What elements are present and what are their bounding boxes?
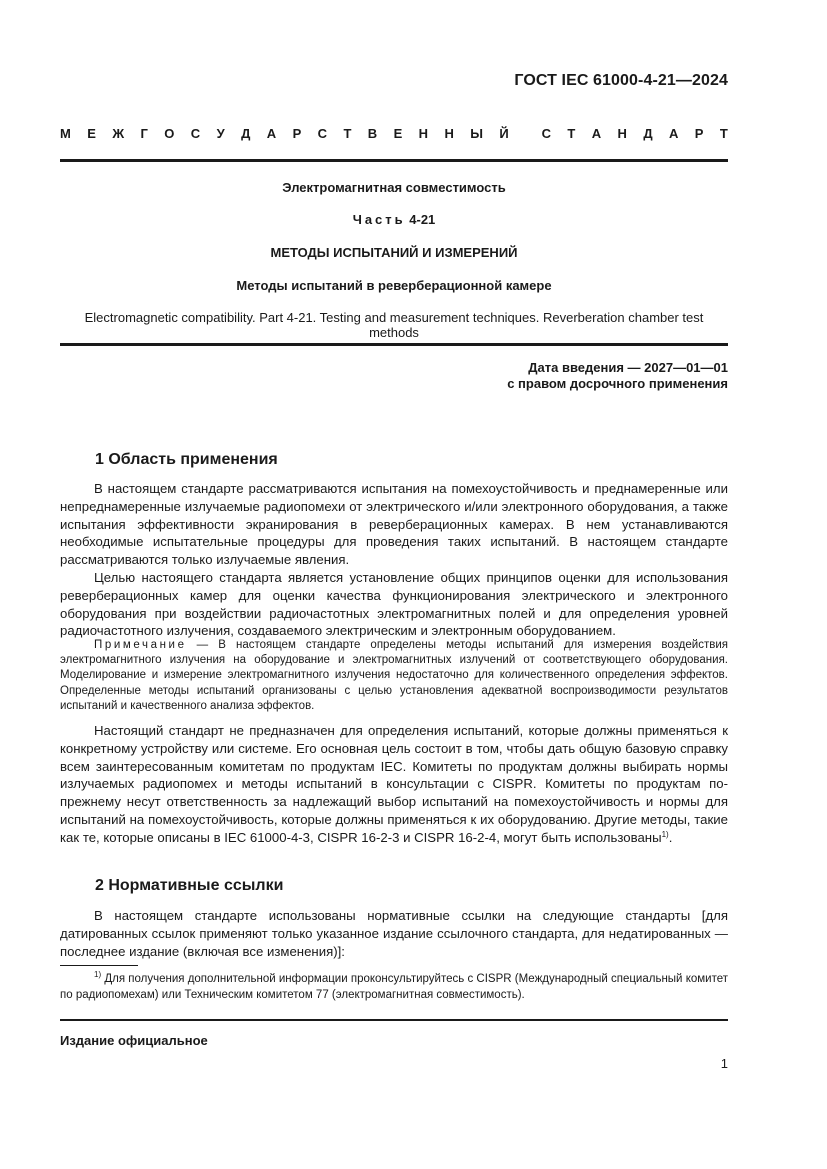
standard-type-letter: Г bbox=[140, 126, 148, 141]
section-1-note bbox=[60, 638, 728, 714]
standard-type-heading bbox=[60, 126, 728, 141]
standard-type-letter: С bbox=[190, 126, 201, 141]
section-1-para-3 bbox=[60, 722, 728, 847]
section-2-para-1: В настоящем стандарте использованы нормативные ссылки на следующие стандарты [для датированных ссылок применяют только указанное издание ссылочного стандарта, для недатированных — последнее издание (включая все изменения)]: bbox=[60, 908, 728, 959]
document-number: ГОСТ IEC 61000-4-21—2024 bbox=[514, 72, 728, 89]
standard-type-letter: Н bbox=[617, 126, 627, 141]
introduction-date: Дата введения — 2027—01—01 bbox=[528, 360, 728, 375]
part-number: 4-21 bbox=[409, 212, 436, 227]
standard-type-letter: Т bbox=[343, 126, 352, 141]
standard-type-letter: А bbox=[591, 126, 602, 141]
standard-type-letter: У bbox=[216, 126, 225, 141]
footer-divider bbox=[60, 1019, 728, 1021]
section-2-paragraphs bbox=[60, 907, 728, 960]
standard-type-letter: С bbox=[541, 126, 551, 141]
section-1-para-2: Целью настоящего стандарта является установление общих принципов оценки для использования реверберационных камер для оценки качества функционирования электрического и электронного оборудования при воздействии радиочастотных электромагнитных полей и для определения уровней радиочастотного излучения, создаваемого электрическим и электронным оборудованием. bbox=[60, 569, 728, 639]
standard-type-letter: Й bbox=[499, 126, 509, 141]
section-1-heading: 1 Область применения bbox=[95, 451, 278, 468]
title-main: МЕТОДЫ ИСПЫТАНИЙ И ИЗМЕРЕНИЙ bbox=[270, 245, 518, 260]
section-1-para-3-text: Настоящий стандарт не предназначен для определения испытаний, которые должны применяться к конкретному устройству или системе. Его основная цель состоит в том, чтобы дать общую базовую справку всем заинтересованным комитетам по продуктам IEC. Комитеты по продуктам должны выбирать нормы излучаемых радиопомех и методы испытаний в консультации с CISPR. Комитеты по продуктам по-прежнему несут ответственность за надлежащий выбор испытаний на помехоустойчивость и нормы для испытаний на помехоустойчивость, которые должны применяться к их оборудованию. Другие методы, такие как те, которые описаны в IEC 61000-4-3, CISPR 16-2-3 и CISPR 16-2-4, могут быть использованы bbox=[60, 723, 728, 845]
standard-type-letter: Д bbox=[643, 126, 653, 141]
footnote-reference[interactable]: 1) bbox=[661, 829, 669, 839]
footnote-divider bbox=[60, 965, 138, 966]
standard-type-letter: В bbox=[367, 126, 378, 141]
standard-type-letter: А bbox=[668, 126, 679, 141]
title-sub: Методы испытаний в реверберационной камере bbox=[236, 278, 552, 293]
section-2-heading: 2 Нормативные ссылки bbox=[95, 877, 284, 894]
standard-type-letter: Е bbox=[87, 126, 96, 141]
standard-type-letter: Т bbox=[719, 126, 728, 141]
part-word: Часть bbox=[352, 212, 406, 227]
standard-type-letter: Н bbox=[444, 126, 454, 141]
standard-type-letter: О bbox=[164, 126, 175, 141]
standard-type-letter: Т bbox=[567, 126, 576, 141]
title-divider bbox=[60, 343, 728, 346]
standard-type-letter: Ы bbox=[470, 126, 483, 141]
title-part bbox=[60, 212, 728, 227]
footnote-mark: 1) bbox=[94, 970, 102, 979]
standard-type-letter: А bbox=[266, 126, 277, 141]
introduction-date-block bbox=[507, 360, 728, 392]
top-divider bbox=[60, 159, 728, 162]
standard-type-letter: Р bbox=[694, 126, 704, 141]
note-label: Примечание bbox=[94, 639, 187, 651]
section-1-para-1: В настоящем стандарте рассматриваются испытания на помехоустойчивость и преднамеренные или непреднамеренные излучаемые радиопомехи от электрического и/или электронного оборудования, а также испытания эффективности экранирования в реверберационных камерах. В нем устанавливаются необходимые испытательные процедуры для проведения таких испытаний. В настоящем стандарте рассматриваются только излучаемые явления. bbox=[60, 481, 728, 568]
standard-type-letter: Ж bbox=[112, 126, 125, 141]
section-1-paragraphs-a bbox=[60, 480, 728, 640]
title-english: Electromagnetic compatibility. Part 4-21. Testing and measurement techniques. Reverberation chamber test methods bbox=[84, 310, 704, 340]
standard-type-letter: Д bbox=[241, 126, 251, 141]
footnote bbox=[60, 972, 728, 1003]
standard-type-letter: Е bbox=[393, 126, 403, 141]
footnote-text: Для получения дополнительной информации проконсультируйтесь с CISPR (Международный специальный комитет по радиопомехам) или Техническим комитетом 77 (электромагнитная совместимость). bbox=[60, 973, 728, 1001]
standard-type-letter: Н bbox=[418, 126, 429, 141]
note-text: — В настоящем стандарте определены методы испытаний для измерения воздействия электромагнитного излучения на оборудование и электромагнитных излучений от соответствующего оборудования. Моделирование и измерение электромагнитного излучения недостаточно для количественного определения эффектов. Определенные методы испытаний организованы с целью установления адекватной воспроизводимости результатов испытаний и качественного анализа эффектов. bbox=[60, 639, 728, 712]
title-topic: Электромагнитная совместимость bbox=[282, 180, 506, 195]
early-application: с правом досрочного применения bbox=[507, 376, 728, 391]
section-1-paragraphs-b bbox=[60, 722, 728, 847]
standard-type-letter: С bbox=[317, 126, 328, 141]
standard-type-letter: М bbox=[60, 126, 71, 141]
section-1-para-3-end: . bbox=[668, 829, 673, 845]
standard-type-letter: Р bbox=[292, 126, 302, 141]
page-number: 1 bbox=[720, 1056, 728, 1071]
official-edition-label: Издание официальное bbox=[60, 1033, 208, 1048]
